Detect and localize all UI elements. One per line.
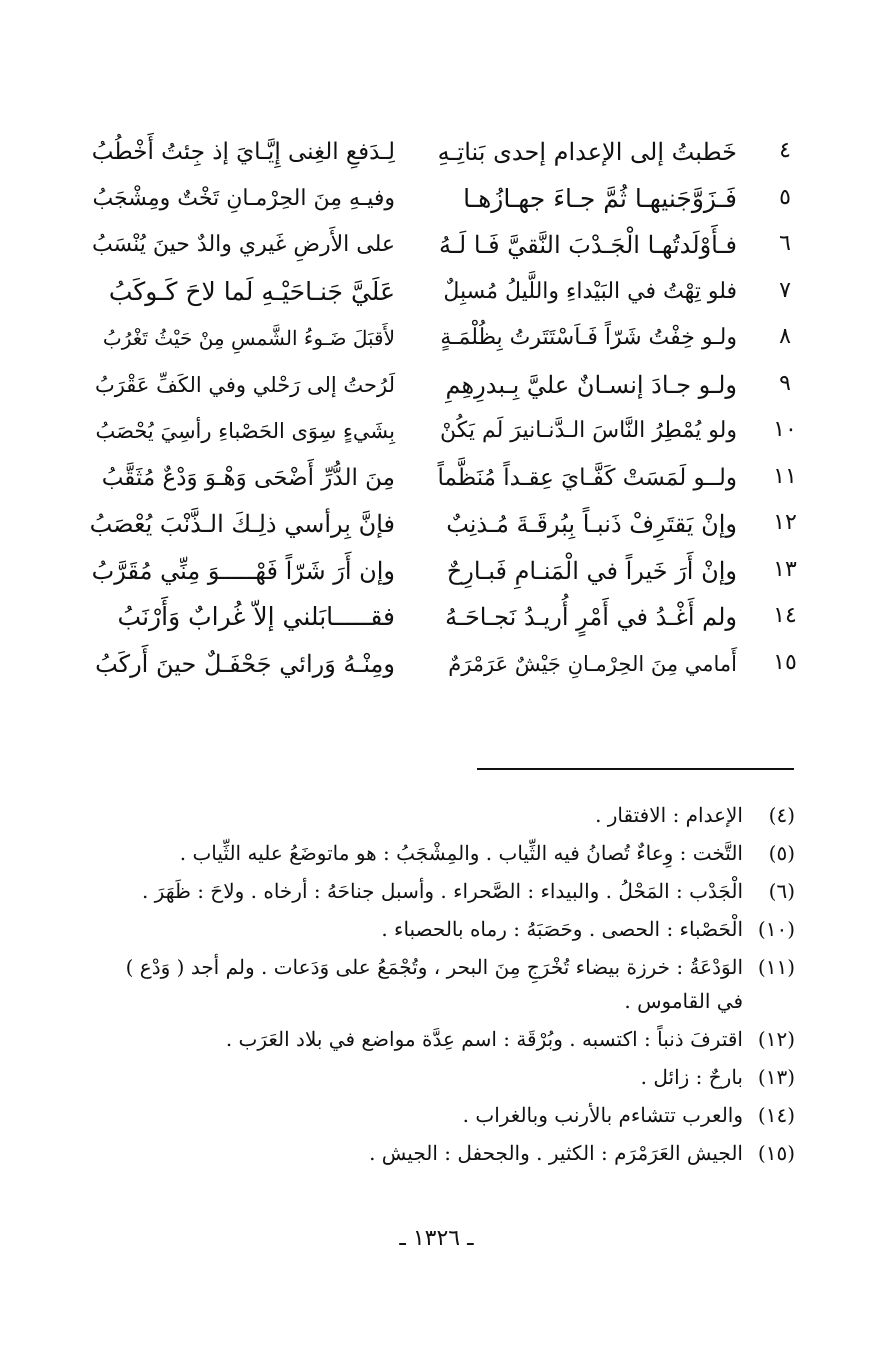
verse-row — [90, 365, 805, 412]
footnote — [95, 1098, 795, 1132]
footnote-number: (١٣) — [757, 1065, 795, 1089]
footnote — [95, 798, 795, 832]
verse-first-hemistich: وإنْ يَقتَرِفْ ذَنبـاً بِبُرقَـةَ مُـذنِبٌ — [446, 510, 737, 538]
footnote — [95, 912, 795, 946]
footnote-separator-rule — [477, 768, 794, 770]
verse-first-hemistich: فلو تِهْتُ في البَيْداءِ واللَّيلُ مُسبِلٌ — [443, 278, 737, 304]
verse-number: ١٣ — [773, 556, 797, 582]
verse-row — [90, 179, 805, 226]
footnote-text: الوَدْعَةُ : خرزة بيضاء تُخْرَجِ مِنَ البحر ، وتُجْمَعُ على وَدَعات . ولم أجد ( وَدْع ) في القاموس . — [125, 955, 743, 1013]
verse-second-hemistich: عَلَيَّ جَنـاحَيْـهِ لَما لاحَ كَـوكَبُ — [108, 276, 395, 306]
verse-number: ٧ — [779, 277, 791, 303]
footnote — [95, 874, 795, 908]
footnote-text: الجيش العَرَمْرَم : الكثير . والجحفل : الجيش . — [369, 1141, 743, 1165]
verse-number: ٦ — [779, 231, 791, 256]
verse-number: ٤ — [779, 138, 791, 163]
footnote-number: (١٥) — [757, 1141, 795, 1165]
verse-first-hemistich: ولو يُمْطِرُ النَّاسَ الـدَّنـانيرَ لَم يَكُنْ — [439, 418, 737, 443]
verse-row — [90, 225, 805, 272]
footnotes — [95, 798, 795, 1174]
verse-second-hemistich: فإنَّ بِرأسي ذلِـكَ الـذَّنْبَ يُعْصَبُ — [89, 510, 395, 538]
verse-number: ٥ — [779, 184, 791, 210]
verse-row — [90, 272, 805, 319]
verse-row — [90, 551, 805, 598]
verse-number: ٨ — [779, 324, 791, 349]
verse-row — [90, 597, 805, 644]
footnote-number: (١١) — [757, 955, 795, 979]
verse-first-hemistich: ولم أَغْـدُ في أَمْرٍ أُريـدُ نَجـاحَـهُ — [445, 603, 737, 631]
verse-second-hemistich: على الأَرضِ غَيري والدٌ حينَ يُنْسَبُ — [91, 232, 395, 257]
verse-row — [90, 504, 805, 551]
verse-number: ١٠ — [773, 417, 797, 442]
footnote-number: (١٤) — [757, 1103, 795, 1127]
footnote-number: (٦) — [768, 879, 795, 903]
verse-second-hemistich: لَرُحتُ إلى رَحْلي وفي الكَفِّ عَقْرَبُ — [94, 372, 395, 397]
footnote-number: (٤) — [768, 803, 795, 827]
footnote-number: (١٢) — [757, 1027, 795, 1051]
poem-verses — [90, 132, 805, 690]
verse-second-hemistich: وإن أَرَ شَرّاً فَهْـــــوَ مِنِّي مُقَرَّبُ — [91, 556, 395, 585]
footnote-text: التَّخت : وِعاءٌ تُصانُ فيه الثِّياب . والمِشْجَبُ : هو ماتوضَعُ عليه الثِّياب . — [179, 841, 743, 865]
verse-number: ١١ — [773, 463, 797, 489]
verse-number: ٩ — [779, 370, 791, 396]
verse-first-hemistich: فَـزَوَّجَنيهـا ثُمَّ جـاءَ جهـازُهـا — [463, 183, 737, 213]
footnote — [95, 1060, 795, 1094]
verse-number: ١٢ — [773, 510, 797, 535]
footnote-number: (٥) — [768, 841, 795, 865]
verse-row — [90, 644, 805, 691]
verse-row — [90, 458, 805, 505]
verse-first-hemistich: ولـو جـادَ إنسـانٌ عليَّ بِـبدرِهِمِ — [445, 370, 737, 399]
verse-first-hemistich: فـأَوْلَدتُهـا الْجَـدْبَ النَّقيَّ فَـا لَـهُ — [438, 231, 737, 259]
verse-first-hemistich: ولـو خِفْتُ شَرّاً فَـاَسْتَتَرتُ بِظُلْمَـةٍ — [440, 325, 737, 350]
footnote — [95, 950, 795, 1018]
verse-second-hemistich: بِشَيءٍ سِوَى الحَصْباءِ رأسِيَ يُحْصَبُ — [95, 419, 395, 443]
verse-second-hemistich: فقـــــابَلني إلاّ غُرابٌ وَأَرْنَبُ — [117, 602, 395, 631]
verse-first-hemistich: أَمامي مِنَ الحِرْمـانِ جَيْشٌ عَرَمْرَمٌ — [448, 651, 737, 676]
footnote-text: اقترفَ ذنباً : اكتسبه . وبُرْقَة : اسم عِدَّة مواضع في بلاد العَرَب . — [225, 1027, 743, 1051]
verse-second-hemistich: لِـدَفعِ الغِنى إِيَّـايَ إذ جِئتُ أَخْطُبُ — [91, 139, 395, 165]
verse-first-hemistich: ولــو لَمَسَتْ كَفَّـايَ عِقـداً مُنَظَّماً — [437, 464, 737, 491]
verse-second-hemistich: ومِنْـهُ وَرائي جَحْفَـلٌ حينَ أَركَبُ — [95, 649, 395, 678]
footnote-text: الْحَصْباء : الحصى . وحَصَبَهُ : رماه بالحصباء . — [381, 917, 743, 941]
verse-number: ١٤ — [773, 603, 797, 628]
page-number: ـ ١٣٢٦ ـ — [399, 1226, 474, 1251]
verse-first-hemistich: خَطبتُ إلى الإعدام إحدى بَناتِـهِ — [437, 138, 737, 166]
verse-number: ١٥ — [773, 649, 797, 675]
footnote — [95, 1022, 795, 1056]
verse-second-hemistich: مِنَ الدُّرِّ أَضْحَى وَهْـوَ وَدْعٌ مُثَقَّبُ — [101, 464, 395, 491]
footnote-number: (١٠) — [757, 917, 795, 941]
footnote-text: والعرب تتشاءم بالأرنب وبالغراب . — [462, 1103, 743, 1127]
verse-row — [90, 318, 805, 365]
footnote-text: الْجَدْب : المَحْلُ . والبيداء : الصَّحراء . وأسبل جناحَهُ : أرخاه . ولاحَ : ظَهَرَ . — [141, 879, 743, 903]
verse-row — [90, 132, 805, 179]
footnote — [95, 1136, 795, 1170]
verse-second-hemistich: وفيـهِ مِنَ الحِرْمـانِ تَخْتٌ ومِشْجَبُ — [92, 185, 395, 211]
verse-row — [90, 411, 805, 458]
footnote-text: بارحٌ : زائل . — [640, 1065, 743, 1089]
footnote — [95, 836, 795, 870]
footnote-text: الإعدام : الافتقار . — [595, 803, 743, 827]
verse-second-hemistich: لأَقبَلَ ضَـوءُ الشَّمسِ مِنْ حَيْثُ تَغْرُبُ — [102, 326, 395, 350]
verse-first-hemistich: وإنْ أَرَ خَيراً في الْمَنـامِ فَبـارِحٌ — [446, 556, 737, 585]
